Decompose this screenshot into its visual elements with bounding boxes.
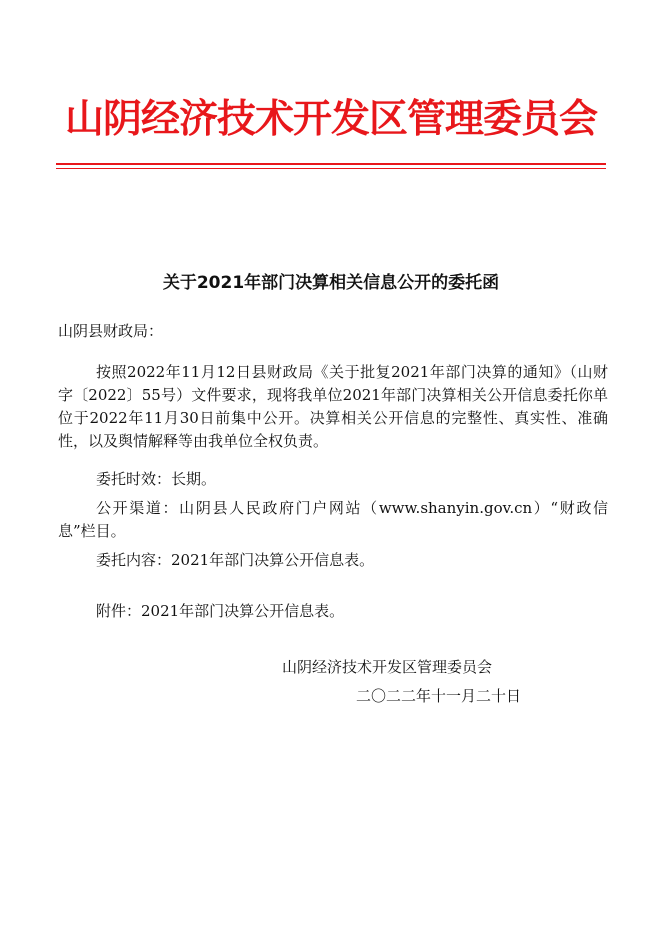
- attachment-line: 附件：2021年部门决算公开信息表。: [96, 602, 345, 620]
- signature-date: 二〇二二年十一月二十日: [356, 687, 522, 705]
- signature-org: 山阴经济技术开发区管理委员会: [282, 658, 493, 676]
- validity-line: 委托时效：长期。: [96, 470, 217, 488]
- content-line: 委托内容：2021年部门决算公开信息表。: [96, 551, 375, 569]
- channel-line: 公开渠道：山阴县人民政府门户网站（www.shanyin.gov.cn）“财政信息”栏目。: [58, 499, 608, 540]
- body-paragraph: 按照2022年11月12日县财政局《关于批复2021年部门决算的通知》（山财字〔2022〕55号）文件要求，现将我单位2021年部门决算相关公开信息委托你单位于2022年11月30日前集中公开。决算相关公开信息的完整性、真实性、准确性，以及舆情解释等由我单位全权负责。: [58, 363, 608, 450]
- salutation: 山阴县财政局：: [58, 322, 164, 340]
- letterhead-rule-thick: [56, 163, 606, 165]
- letterhead-title: 山阴经济技术开发区管理委员会: [64, 97, 597, 142]
- letterhead-rule-thin: [56, 168, 606, 169]
- document-title: 关于2021年部门决算相关信息公开的委托函: [162, 273, 500, 293]
